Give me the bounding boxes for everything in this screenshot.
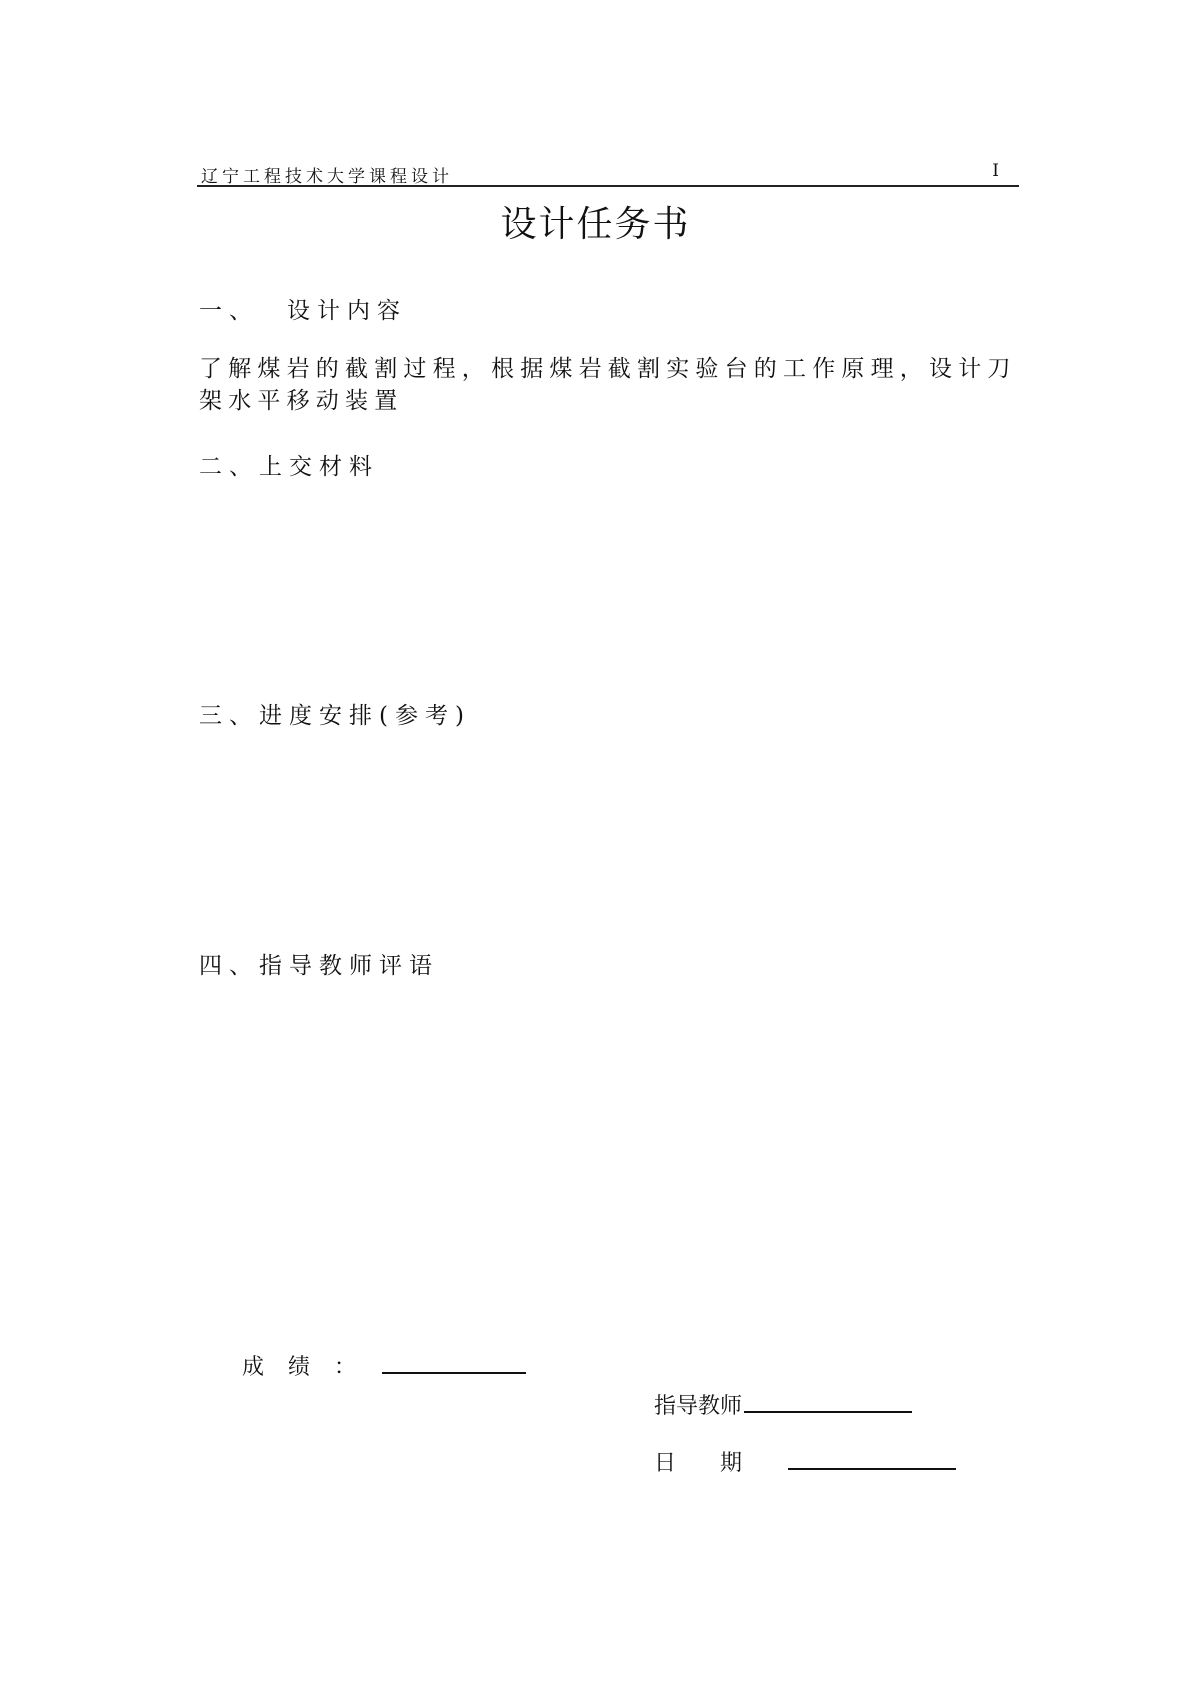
date-row: [654, 1446, 956, 1477]
section-advisor-comments: [199, 947, 439, 980]
advisor-blank-line[interactable]: [744, 1407, 912, 1413]
section-heading: 指导教师评语: [259, 953, 439, 979]
section-number: 一、: [199, 298, 259, 324]
section-heading: 设计内容: [287, 298, 407, 324]
advisor-signature-row: [654, 1389, 912, 1420]
section-number: 四、: [199, 953, 259, 979]
header-page-number: I: [992, 161, 999, 181]
grade-blank-line[interactable]: [382, 1368, 526, 1374]
section-submission-materials: [199, 448, 379, 481]
document-title: 设计任务书: [500, 204, 691, 245]
page-header: [197, 160, 1019, 187]
grade-label: 成绩：: [242, 1355, 381, 1380]
grade-row: [242, 1350, 526, 1381]
section-number: 二、: [199, 454, 259, 480]
section-schedule: [199, 697, 471, 730]
design-content-text: 了解煤岩的截割过程，根据煤岩截割实验台的工作原理，设计刀架水平移动装置: [199, 356, 1017, 414]
date-blank-line[interactable]: [788, 1464, 956, 1470]
section-design-content: [199, 292, 407, 325]
section-number: 三、: [199, 703, 259, 729]
header-school-course: 辽宁工程技术大学课程设计: [201, 167, 453, 187]
advisor-label: 指导教师: [654, 1394, 743, 1419]
section-heading: 进度安排(参考): [259, 703, 471, 729]
section-heading: 上交材料: [259, 454, 379, 480]
date-label: 日期: [654, 1451, 787, 1476]
